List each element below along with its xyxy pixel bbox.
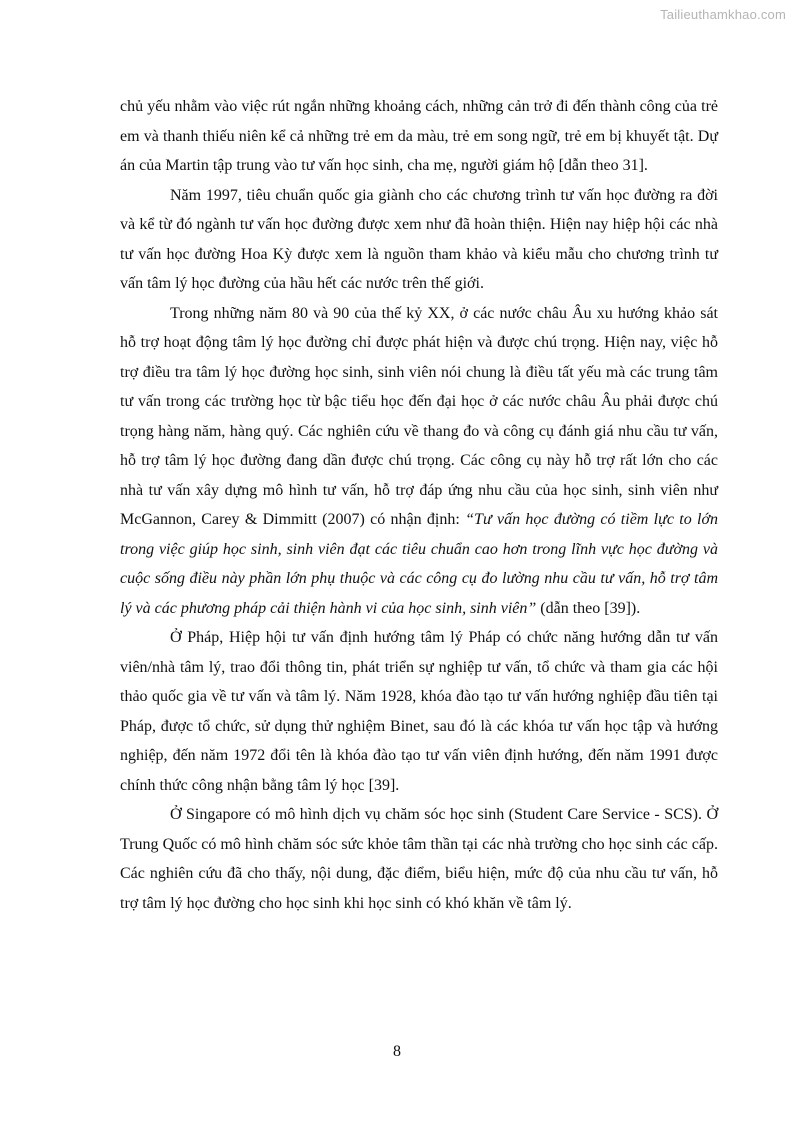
watermark: Tailieuthamkhao.com <box>660 7 786 22</box>
citation: (dẫn theo [39]). <box>536 599 641 617</box>
paragraph <box>120 299 718 624</box>
page-body <box>120 92 718 918</box>
paragraph: Ở Pháp, Hiệp hội tư vấn định hướng tâm lý Pháp có chức năng hướng dẫn tư vấn viên/nhà tâm lý, trao đổi thông tin, phát triển sự nghiệp tư vấn, tổ chức và tham gia các hội thảo quốc gia về tư vấn và tâm lý. Năm 1928, khóa đào tạo tư vấn hướng nghiệp đầu tiên tại Pháp, được tổ chức, sử dụng thử nghiệm Binet, sau đó là các khóa tư vấn học tập và hướng nghiệp, đến năm 1972 đổi tên là khóa đào tạo tư vấn viên định hướng, đến năm 1991 được chính thức công nhận bằng tâm lý học [39]. <box>120 629 718 794</box>
paragraph: Năm 1997, tiêu chuẩn quốc gia giành cho các chương trình tư vấn học đường ra đời và kể từ đó ngành tư vấn học đường được xem như đã hoàn thiện. Hiện nay hiệp hội các nhà tư vấn học đường Hoa Kỳ được xem là nguồn tham khảo và kiểu mẫu cho chương trình tư vấn tâm lý học đường của hầu hết các nước trên thế giới. <box>120 186 718 292</box>
quotation: “Tư vấn học đường có tiềm lực to lớn trong việc giúp học sinh, sinh viên đạt các tiêu chuẩn cao hơn trong lĩnh vực học đường và cuộc sống điều này phần lớn phụ thuộc và các công cụ đo lường nhu cầu tư vấn, hỗ trợ tâm lý và các phương pháp cải thiện hành vi của học sinh, sinh viên” <box>120 511 719 617</box>
paragraph-text: Trong những năm 80 và 90 của thế kỷ XX, ở các nước châu Âu xu hướng khảo sát hỗ trợ hoạt động tâm lý học đường chỉ được phát hiện và được chú trọng. Hiện nay, việc hỗ trợ điều tra tâm lý học đường học sinh, sinh viên nói chung là điều tất yếu mà các trung tâm tư vấn trong các trường học từ bậc tiểu học đến đại học ở các nước châu Âu phải được chú trọng hàng năm, hàng quý. Các nghiên cứu về thang đo và công cụ đánh giá nhu cầu tư vấn, hỗ trợ tâm lý học đường đang dần được chú trọng. Các công cụ này hỗ trợ rất lớn cho các nhà tư vấn xây dựng mô hình tư vấn, hỗ trợ đáp ứng nhu cầu của học sinh, sinh viên như McGannon, Carey & Dimmitt (2007) có nhận định: <box>120 304 718 528</box>
page-number: 8 <box>393 1043 401 1060</box>
paragraph: chủ yếu nhằm vào việc rút ngắn những khoảng cách, những cản trở đi đến thành công của trẻ em và thanh thiếu niên kể cả những trẻ em da màu, trẻ em song ngữ, trẻ em bị khuyết tật. Dự án của Martin tập trung vào tư vấn học sinh, cha mẹ, người giám hộ [dẫn theo 31]. <box>120 98 718 174</box>
paragraph: Ở Singapore có mô hình dịch vụ chăm sóc học sinh (Student Care Service - SCS). Ở Trung Quốc có mô hình chăm sóc sức khỏe tâm thần tại các nhà trường cho học sinh các cấp. Các nghiên cứu đã cho thấy, nội dung, đặc điểm, biểu hiện, mức độ của nhu cầu tư vấn, hỗ trợ tâm lý học đường cho học sinh khi học sinh có khó khăn về tâm lý. <box>120 806 718 912</box>
